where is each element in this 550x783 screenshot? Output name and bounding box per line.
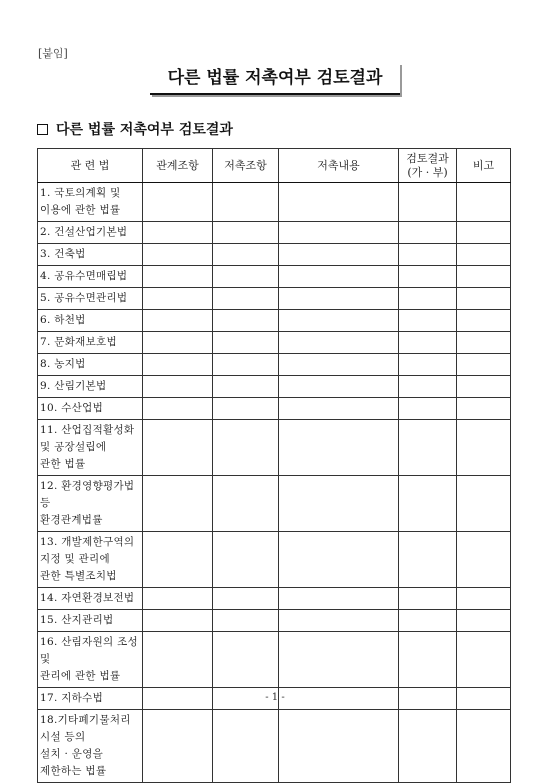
table-row: [38, 420, 511, 476]
conflicting-clause-cell: [213, 288, 279, 310]
page-number: - 1 -: [265, 692, 285, 703]
conflict-content-cell: [279, 288, 399, 310]
relevant-clause-cell: [143, 376, 213, 398]
law-name-cell: 15. 산지관리법: [38, 610, 143, 632]
table-header-row: [38, 149, 511, 183]
header-relevant-clause: 관계조항: [143, 149, 213, 183]
note-cell: [457, 476, 511, 532]
law-name-cell: 5. 공유수면관리법: [38, 288, 143, 310]
relevant-clause-cell: [143, 476, 213, 532]
conflicting-clause-cell: [213, 376, 279, 398]
header-review-result: 검토결과 (가 · 부): [399, 149, 457, 183]
note-cell: [457, 183, 511, 222]
law-name-cell: 9. 산림기본법: [38, 376, 143, 398]
law-name-cell: 1. 국토의계획 및 이용에 관한 법률: [38, 183, 143, 222]
review-result-cell: [399, 420, 457, 476]
law-name-cell: 11. 산업집적활성화 및 공장설립에 관한 법률: [38, 420, 143, 476]
conflict-content-cell: [279, 710, 399, 783]
table-row: [38, 398, 511, 420]
relevant-clause-cell: [143, 310, 213, 332]
conflict-content-cell: [279, 610, 399, 632]
table-row: [38, 476, 511, 532]
law-name-cell: 10. 수산업법: [38, 398, 143, 420]
review-result-cell: [399, 244, 457, 266]
header-related-law: 관 련 법: [38, 149, 143, 183]
note-cell: [457, 398, 511, 420]
review-result-cell: [399, 532, 457, 588]
note-cell: [457, 354, 511, 376]
conflicting-clause-cell: [213, 354, 279, 376]
review-result-cell: [399, 476, 457, 532]
law-name-cell: 8. 농지법: [38, 354, 143, 376]
relevant-clause-cell: [143, 288, 213, 310]
law-name-cell: 17. 지하수법: [38, 688, 143, 710]
table-row: [38, 632, 511, 688]
relevant-clause-cell: [143, 610, 213, 632]
conflicting-clause-cell: [213, 244, 279, 266]
review-result-cell: [399, 222, 457, 244]
conflict-content-cell: [279, 222, 399, 244]
conflict-content-cell: [279, 354, 399, 376]
checkbox-icon: [37, 124, 48, 135]
table-row: [38, 222, 511, 244]
review-result-cell: [399, 588, 457, 610]
conflict-content-cell: [279, 183, 399, 222]
review-result-cell: [399, 332, 457, 354]
table-row: [38, 610, 511, 632]
conflicting-clause-cell: [213, 710, 279, 783]
header-conflicting-clause: 저촉조항: [213, 149, 279, 183]
law-name-cell: 12. 환경영향평가법 등 환경관계법률: [38, 476, 143, 532]
conflict-content-cell: [279, 376, 399, 398]
review-result-cell: [399, 183, 457, 222]
review-result-cell: [399, 354, 457, 376]
conflict-content-cell: [279, 532, 399, 588]
note-cell: [457, 222, 511, 244]
section-heading-text: 다른 법률 저촉여부 검토결과: [56, 122, 233, 138]
note-cell: [457, 588, 511, 610]
table-row: [38, 288, 511, 310]
law-name-cell: 3. 건축법: [38, 244, 143, 266]
conflict-content-cell: [279, 266, 399, 288]
conflicting-clause-cell: [213, 476, 279, 532]
attachment-label: [붙임]: [38, 47, 68, 60]
table-row: [38, 244, 511, 266]
review-result-cell: [399, 288, 457, 310]
table-row: [38, 183, 511, 222]
note-cell: [457, 376, 511, 398]
conflicting-clause-cell: [213, 532, 279, 588]
review-result-cell: [399, 610, 457, 632]
review-result-cell: [399, 398, 457, 420]
table-row: [38, 532, 511, 588]
conflicting-clause-cell: [213, 310, 279, 332]
law-name-cell: 4. 공유수면매립법: [38, 266, 143, 288]
conflicting-clause-cell: [213, 183, 279, 222]
note-cell: [457, 244, 511, 266]
conflict-content-cell: [279, 632, 399, 688]
law-name-cell: 2. 건설산업기본법: [38, 222, 143, 244]
note-cell: [457, 610, 511, 632]
conflicting-clause-cell: [213, 588, 279, 610]
law-name-cell: 13. 개발제한구역의 지정 및 관리에 관한 특별조치법: [38, 532, 143, 588]
review-result-cell: [399, 710, 457, 783]
relevant-clause-cell: [143, 710, 213, 783]
law-name-cell: 14. 자연환경보전법: [38, 588, 143, 610]
review-result-cell: [399, 632, 457, 688]
note-cell: [457, 288, 511, 310]
relevant-clause-cell: [143, 266, 213, 288]
review-result-cell: [399, 376, 457, 398]
relevant-clause-cell: [143, 632, 213, 688]
conflict-content-cell: [279, 332, 399, 354]
table-row: [38, 710, 511, 783]
relevant-clause-cell: [143, 420, 213, 476]
conflict-content-cell: [279, 398, 399, 420]
review-result-cell: [399, 266, 457, 288]
conflict-content-cell: [279, 310, 399, 332]
note-cell: [457, 310, 511, 332]
note-cell: [457, 532, 511, 588]
relevant-clause-cell: [143, 588, 213, 610]
conflict-content-cell: [279, 476, 399, 532]
table-row: [38, 376, 511, 398]
note-cell: [457, 420, 511, 476]
law-name-cell: 6. 하천법: [38, 310, 143, 332]
conflict-content-cell: [279, 588, 399, 610]
relevant-clause-cell: [143, 398, 213, 420]
conflicting-clause-cell: [213, 610, 279, 632]
relevant-clause-cell: [143, 354, 213, 376]
conflicting-clause-cell: [213, 332, 279, 354]
note-cell: [457, 710, 511, 783]
relevant-clause-cell: [143, 532, 213, 588]
relevant-clause-cell: [143, 244, 213, 266]
table-row: [38, 588, 511, 610]
law-name-cell: 7. 문화재보호법: [38, 332, 143, 354]
conflicting-clause-cell: [213, 632, 279, 688]
review-result-cell: [399, 310, 457, 332]
law-name-cell: 16. 산림자원의 조성 및 관리에 관한 법률: [38, 632, 143, 688]
conflict-content-cell: [279, 420, 399, 476]
conflicting-clause-cell: [213, 266, 279, 288]
conflict-content-cell: [279, 244, 399, 266]
header-note: 비고: [457, 149, 511, 183]
table-row: [38, 266, 511, 288]
header-conflict-content: 저촉내용: [279, 149, 399, 183]
conflicting-clause-cell: [213, 398, 279, 420]
note-cell: [457, 332, 511, 354]
law-name-cell: 18.기타폐기물처리 시설 등의 설치 · 운영을 제한하는 법률: [38, 710, 143, 783]
note-cell: [457, 266, 511, 288]
law-review-table: [37, 148, 511, 783]
relevant-clause-cell: [143, 332, 213, 354]
table-row: [38, 310, 511, 332]
conflicting-clause-cell: [213, 420, 279, 476]
conflicting-clause-cell: [213, 222, 279, 244]
table-row: [38, 332, 511, 354]
note-cell: [457, 632, 511, 688]
document-title: 다른 법률 저촉여부 검토결과: [150, 63, 400, 95]
table-row: [38, 354, 511, 376]
relevant-clause-cell: [143, 183, 213, 222]
section-heading: [37, 119, 233, 139]
relevant-clause-cell: [143, 222, 213, 244]
